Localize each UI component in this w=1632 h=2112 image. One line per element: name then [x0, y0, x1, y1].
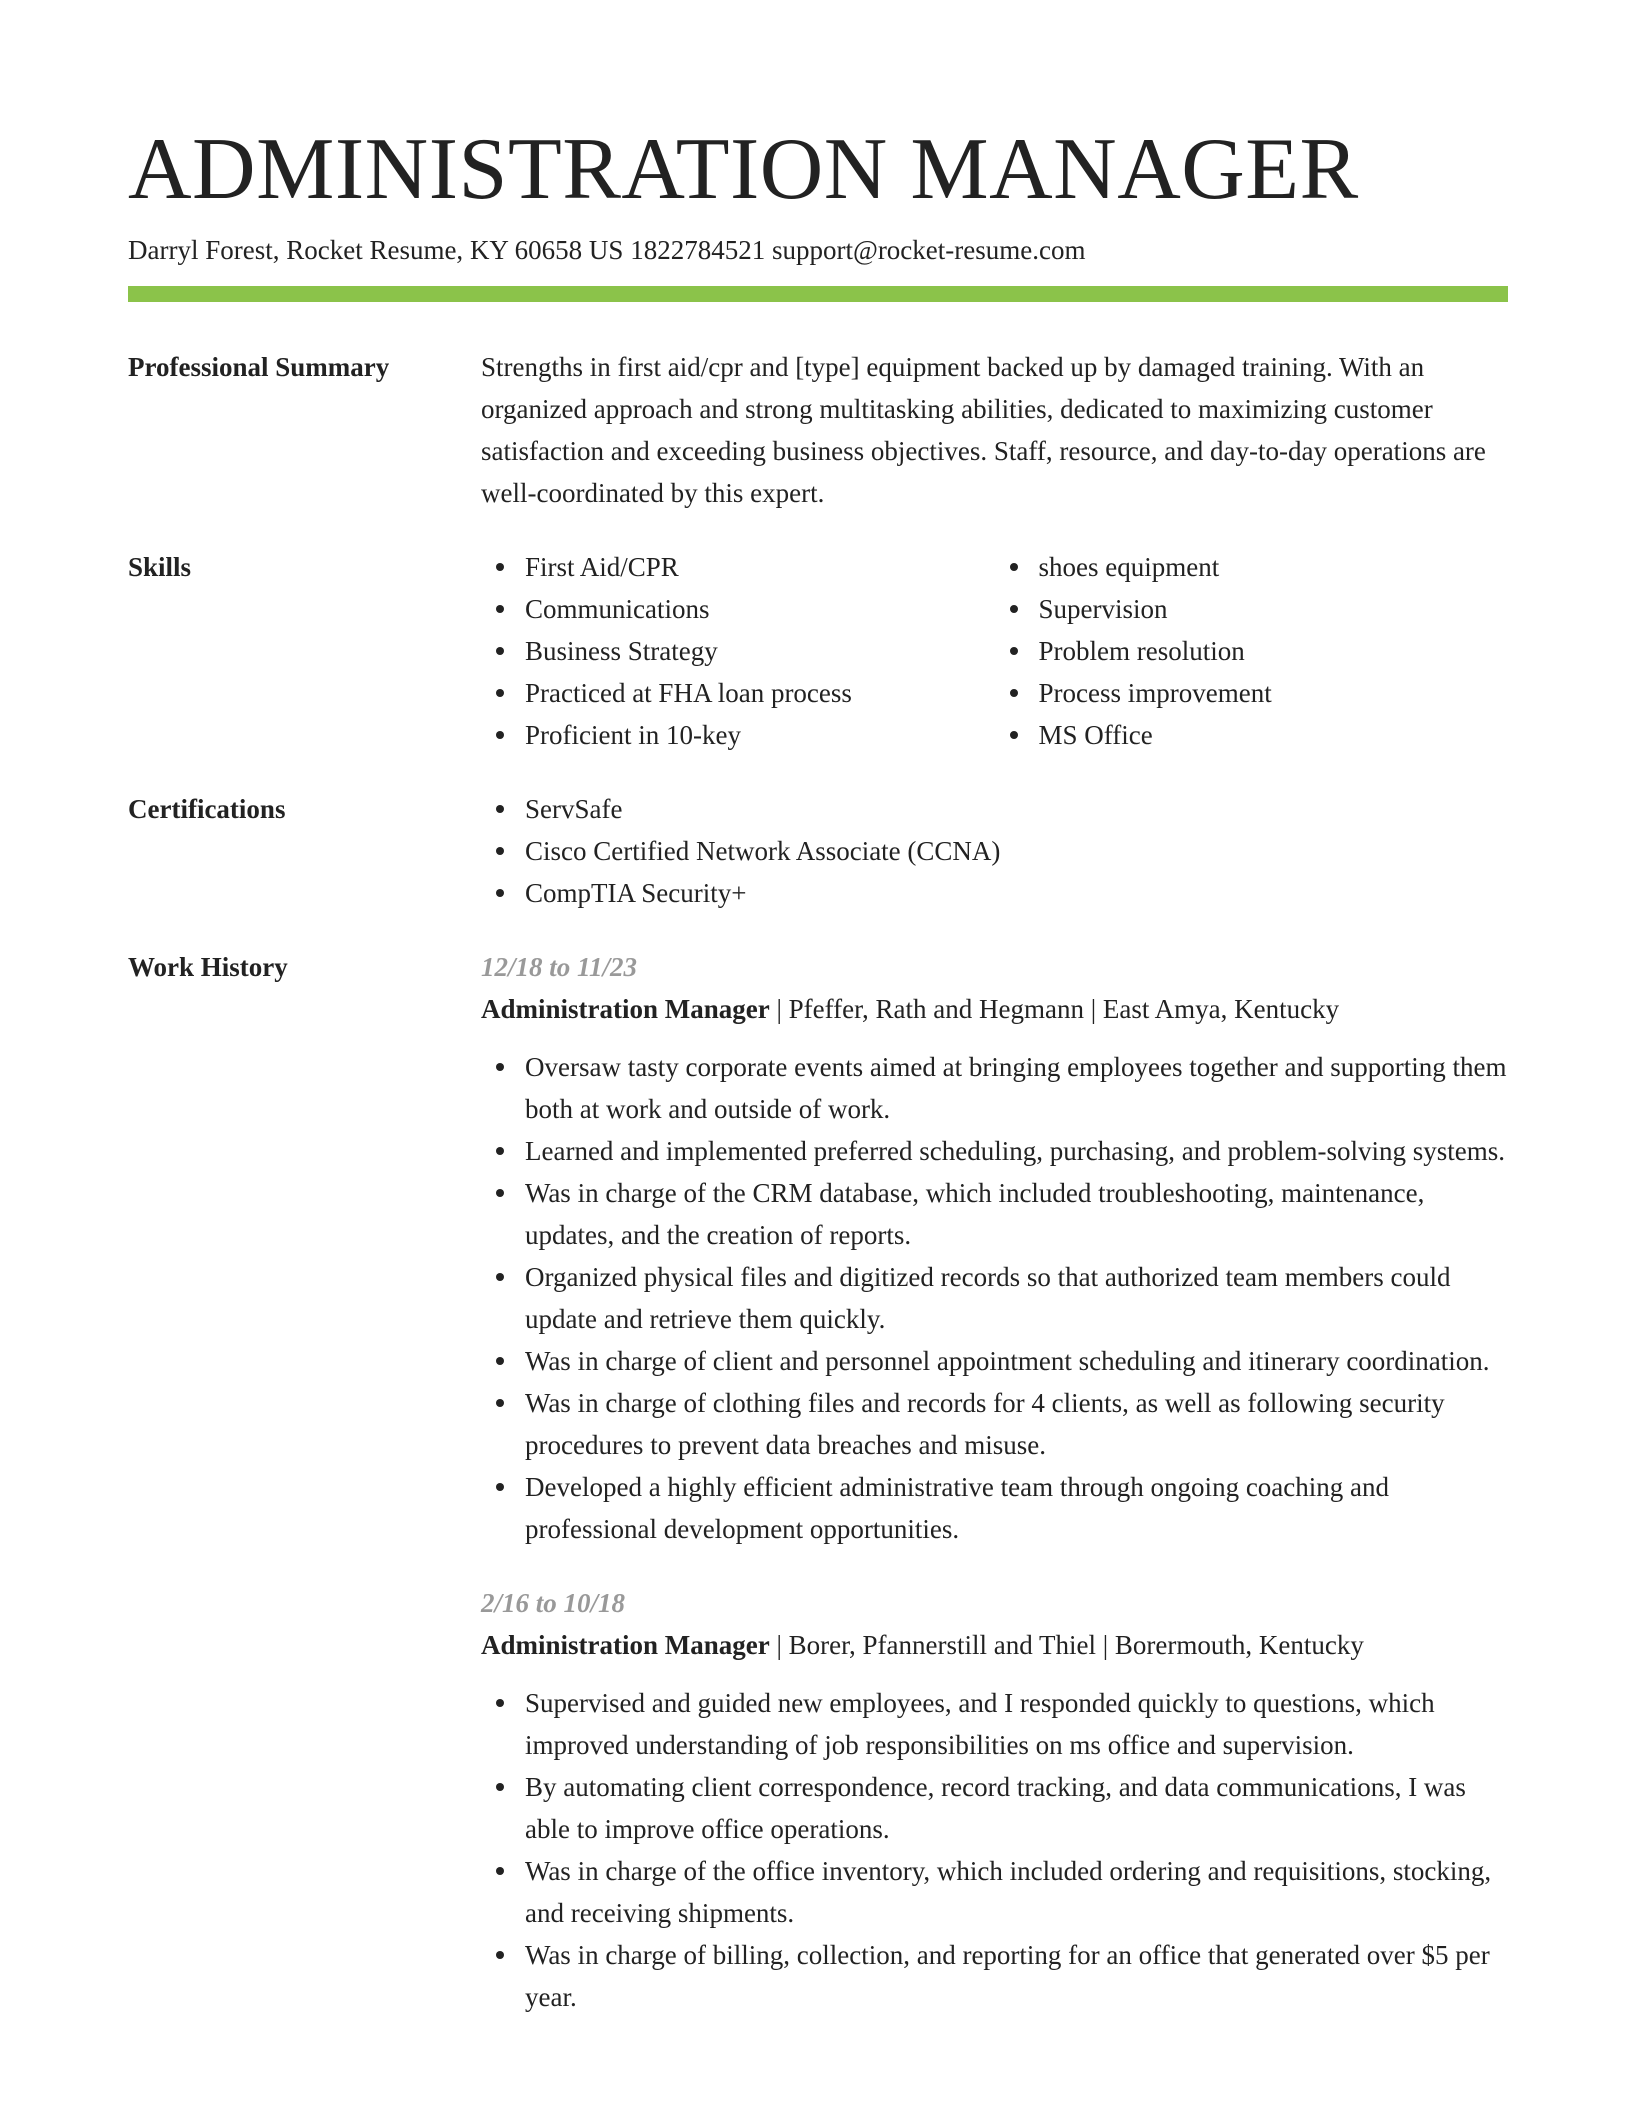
job-bullet: Learned and implemented preferred scheduling, purchasing, and problem-solving systems.	[525, 1130, 1508, 1172]
job-bullet: Organized physical files and digitized records so that authorized team members could update and retrieve them quickly.	[525, 1256, 1508, 1340]
skill-item: shoes equipment	[1039, 546, 1509, 588]
contact-line	[128, 230, 1085, 270]
certifications-body	[481, 788, 1508, 914]
skill-item: Proficient in 10-key	[525, 714, 995, 756]
job-employer-location: | Borer, Pfannerstill and Thiel | Borermouth, Kentucky	[769, 1630, 1364, 1660]
skill-item: Business Strategy	[525, 630, 995, 672]
skill-item: Problem resolution	[1039, 630, 1509, 672]
job-header	[481, 988, 1508, 1030]
summary-text: Strengths in first aid/cpr and [type] equipment backed up by damaged training. With an organized approach and strong multitasking abilities, dedicated to maximizing customer satisfaction and exceeding business objectives. Staff, resource, and day-to-day operations are well-coordinated by this expert.	[481, 352, 1486, 508]
skill-item: Practiced at FHA loan process	[525, 672, 995, 714]
certification-item: CompTIA Security+	[525, 872, 1508, 914]
job-title: Administration Manager	[481, 994, 770, 1024]
job-title: Administration Manager	[481, 1630, 770, 1660]
skill-item: Supervision	[1039, 588, 1509, 630]
certification-item: Cisco Certified Network Associate (CCNA)	[525, 830, 1508, 872]
job-bullet: Was in charge of clothing files and records for 4 clients, as well as following security procedures to prevent data breaches and misuse.	[525, 1382, 1508, 1466]
job-bullet: Was in charge of the office inventory, which included ordering and requisitions, stocking, and receiving shipments.	[525, 1850, 1508, 1934]
skill-item: First Aid/CPR	[525, 546, 995, 588]
contact-location: KY 60658 US	[469, 235, 624, 265]
skill-item: Process improvement	[1039, 672, 1509, 714]
contact-name: Darryl Forest,	[128, 235, 280, 265]
job-bullet: Supervised and guided new employees, and I responded quickly to questions, which improved understanding of job responsibilities on ms office and supervision.	[525, 1682, 1508, 1766]
skills-heading: Skills	[128, 552, 192, 582]
job-dates: 2/16 to 10/18	[481, 1588, 626, 1618]
certifications-heading: Certifications	[128, 794, 286, 824]
resume-title: ADMINISTRATION MANAGER	[128, 121, 1359, 218]
job-bullets	[481, 1682, 1508, 2018]
summary-heading: Professional Summary	[128, 352, 390, 382]
accent-divider	[128, 286, 1508, 302]
skills-column-1	[481, 546, 995, 756]
certifications-list	[481, 788, 1508, 914]
job-bullet: Developed a highly efficient administrative team through ongoing coaching and professional development opportunities.	[525, 1466, 1508, 1550]
job-bullet: Oversaw tasty corporate events aimed at bringing employees together and supporting them both at work and outside of work.	[525, 1046, 1508, 1130]
work-history-heading: Work History	[128, 952, 288, 982]
contact-email: support@rocket-resume.com	[771, 235, 1086, 265]
job-header	[481, 1624, 1508, 1666]
contact-phone: 1822784521	[630, 235, 766, 265]
job-bullet: Was in charge of the CRM database, which included troubleshooting, maintenance, updates, and the creation of reports.	[525, 1172, 1508, 1256]
job-bullets	[481, 1046, 1508, 1550]
skill-item: Communications	[525, 588, 995, 630]
skills-body	[481, 546, 1508, 756]
work-history-body	[481, 946, 1508, 2050]
summary-body	[481, 346, 1508, 514]
job-dates: 12/18 to 11/23	[481, 952, 638, 982]
skill-item: MS Office	[1039, 714, 1509, 756]
job-bullet: Was in charge of client and personnel appointment scheduling and itinerary coordination.	[525, 1340, 1508, 1382]
job-entry	[481, 946, 1508, 1550]
job-entry	[481, 1582, 1508, 2018]
skills-column-2	[995, 546, 1509, 756]
job-employer-location: | Pfeffer, Rath and Hegmann | East Amya, Kentucky	[769, 994, 1340, 1024]
job-bullet: By automating client correspondence, record tracking, and data communications, I was able to improve office operations.	[525, 1766, 1508, 1850]
job-bullet: Was in charge of billing, collection, and reporting for an office that generated over $5 per year.	[525, 1934, 1508, 2018]
certification-item: ServSafe	[525, 788, 1508, 830]
contact-company: Rocket Resume,	[286, 235, 464, 265]
